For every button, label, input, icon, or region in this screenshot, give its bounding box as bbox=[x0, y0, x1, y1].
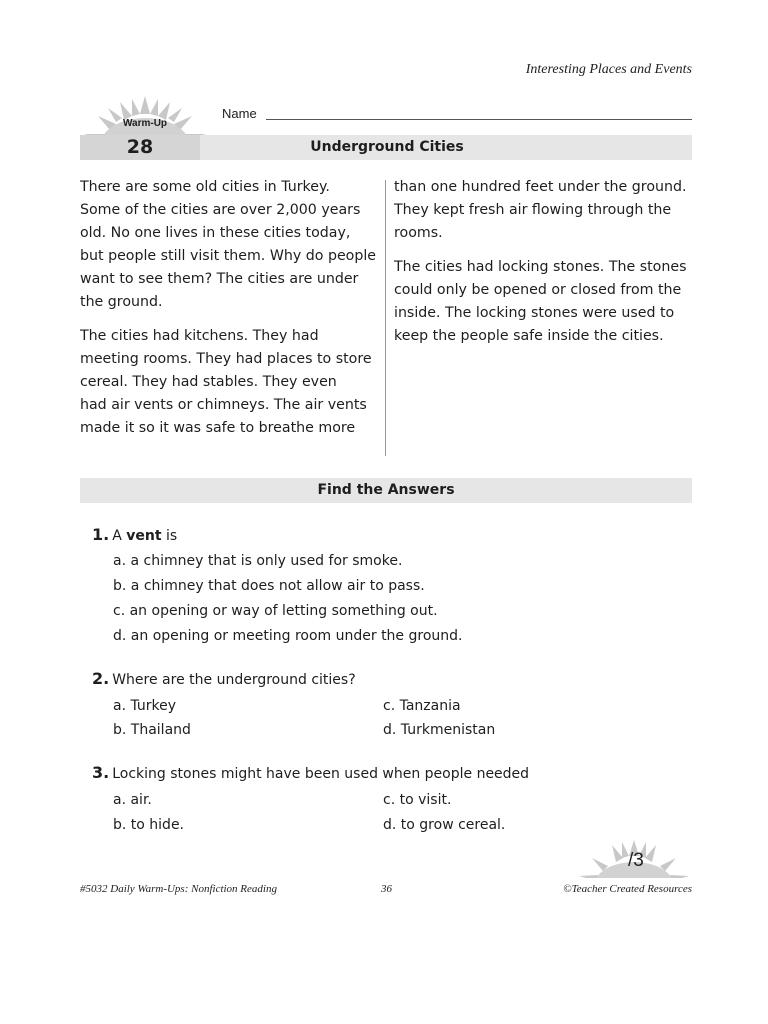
name-label: Name bbox=[222, 106, 257, 121]
passage-line: made it so it was safe to breathe more bbox=[80, 420, 356, 436]
passage-paragraph bbox=[394, 256, 694, 348]
passage-left-column bbox=[80, 176, 380, 451]
warmup-badge-label: Warm-Up bbox=[122, 118, 168, 129]
passage-line: The cities had locking stones. The stones bbox=[394, 259, 687, 275]
warmup-number: 28 bbox=[80, 135, 200, 160]
passage-line: inside. The locking stones were used to bbox=[394, 305, 675, 321]
passage-title: Underground Cities bbox=[310, 139, 464, 155]
answers-heading: Find the Answers bbox=[80, 478, 692, 503]
footer-right: ©Teacher Created Resources bbox=[563, 883, 692, 895]
answer-option[interactable]: d. an opening or meeting room under the ground. bbox=[113, 628, 463, 644]
passage-line: the ground. bbox=[80, 294, 163, 310]
passage-line: want to see them? The cities are under bbox=[80, 271, 359, 287]
name-field-line[interactable] bbox=[266, 119, 692, 120]
question-text-prefix: A bbox=[112, 528, 127, 544]
passage-paragraph bbox=[80, 176, 380, 314]
passage-line: cereal. They had stables. They even bbox=[80, 374, 337, 390]
score-box: /3 bbox=[628, 850, 644, 871]
question-number: 1. bbox=[92, 525, 110, 544]
question-text: Locking stones might have been used when people needed bbox=[112, 766, 530, 782]
answer-option[interactable]: a. a chimney that is only used for smoke. bbox=[113, 553, 403, 569]
answer-option[interactable]: c. Tanzania bbox=[383, 698, 461, 714]
page-number: 36 bbox=[381, 883, 392, 895]
answer-option[interactable]: d. to grow cereal. bbox=[383, 817, 506, 833]
passage-line: keep the people safe inside the cities. bbox=[394, 328, 664, 344]
answer-option[interactable]: b. to hide. bbox=[113, 817, 185, 833]
question-text: Where are the underground cities? bbox=[112, 672, 356, 688]
passage-line: Some of the cities are over 2,000 years bbox=[80, 202, 361, 218]
question-number: 3. bbox=[92, 763, 110, 782]
passage-paragraph bbox=[394, 176, 694, 245]
passage-line: had air vents or chimneys. The air vents bbox=[80, 397, 367, 413]
answer-option[interactable]: a. Turkey bbox=[113, 698, 177, 714]
answer-option[interactable]: a. air. bbox=[113, 792, 152, 808]
passage-line: The cities had kitchens. They had bbox=[80, 328, 319, 344]
answer-option[interactable]: c. to visit. bbox=[383, 792, 452, 808]
section-header: Interesting Places and Events bbox=[525, 62, 692, 77]
passage-line: old. No one lives in these cities today, bbox=[80, 225, 351, 241]
answer-option[interactable]: b. a chimney that does not allow air to pass. bbox=[113, 578, 425, 594]
question-2 bbox=[92, 669, 356, 690]
passage-line: meeting rooms. They had places to store bbox=[80, 351, 372, 367]
passage-line: could only be opened or closed from the bbox=[394, 282, 682, 298]
passage-right-column bbox=[394, 176, 694, 359]
question-number: 2. bbox=[92, 669, 110, 688]
question-3 bbox=[92, 763, 529, 784]
answer-option[interactable]: d. Turkmenistan bbox=[383, 722, 496, 738]
passage-line: but people still visit them. Why do people bbox=[80, 248, 377, 264]
question-1 bbox=[92, 525, 177, 546]
column-divider bbox=[385, 180, 386, 456]
answer-option[interactable]: c. an opening or way of letting something out. bbox=[113, 603, 438, 619]
question-keyword: vent bbox=[126, 528, 162, 544]
passage-line: They kept fresh air flowing through the bbox=[394, 202, 672, 218]
answer-option[interactable]: b. Thailand bbox=[113, 722, 191, 738]
passage-line: rooms. bbox=[394, 225, 443, 241]
passage-paragraph bbox=[80, 325, 380, 440]
question-text-suffix: is bbox=[161, 528, 178, 544]
warmup-sun-graphic bbox=[80, 94, 210, 138]
passage-line: There are some old cities in Turkey. bbox=[80, 179, 330, 195]
footer-left: #5032 Daily Warm-Ups: Nonfiction Reading bbox=[80, 883, 277, 895]
passage-line: than one hundred feet under the ground. bbox=[394, 179, 687, 195]
